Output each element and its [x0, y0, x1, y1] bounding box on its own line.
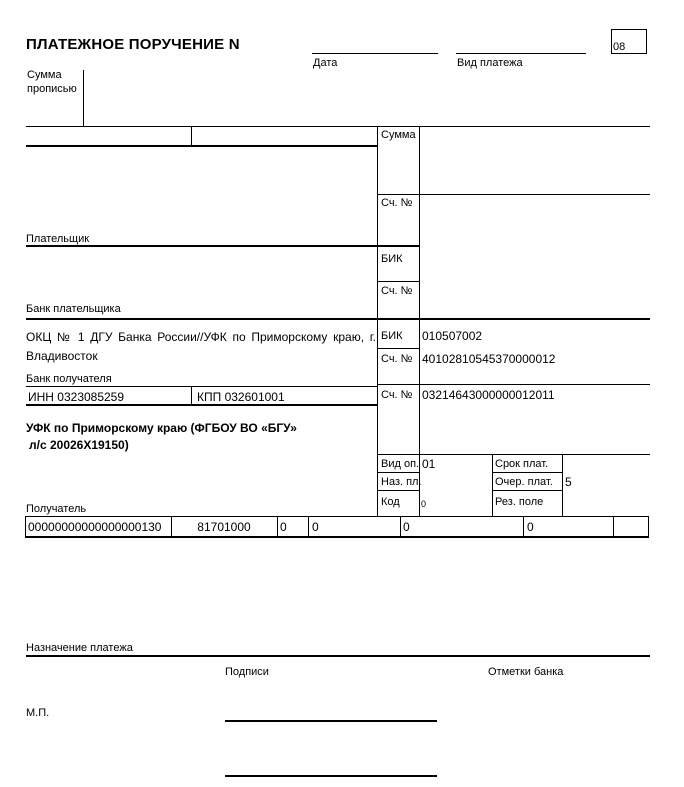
- payee-inn-kpp-divider: [191, 386, 192, 405]
- payment-priority-value: 5: [565, 475, 572, 489]
- payment-kind-underline: [456, 53, 586, 54]
- oktmo-cell: 81701000: [197, 520, 251, 534]
- payer-bank-underline: [26, 318, 650, 320]
- codes-v3: [308, 516, 309, 536]
- payer-bank-bik-label: БИК: [381, 253, 403, 265]
- op-sep-2a: [377, 490, 420, 491]
- amount-words-label-1: Сумма: [27, 69, 62, 81]
- amount-words-divider: [83, 70, 84, 126]
- codes-v2: [277, 516, 278, 536]
- op-kind-label: Вид оп.: [381, 458, 420, 470]
- op-block-vertical-2: [562, 454, 563, 517]
- payee-bank-label-divider: [377, 348, 420, 349]
- kbk-cell: 00000000000000000130: [28, 520, 162, 534]
- codes-v4: [400, 516, 401, 536]
- stamp-label: М.П.: [26, 707, 50, 719]
- payee-bank-underline: [26, 386, 377, 387]
- payer-bank-label: Банк плательщика: [26, 303, 121, 315]
- grid-top-line: [26, 126, 650, 127]
- amount-row-underline: [377, 194, 650, 195]
- payment-priority-label: Очер. плат.: [495, 476, 553, 488]
- op-kind-value: 01: [422, 457, 436, 471]
- payment-term-label: Срок плат.: [495, 458, 549, 470]
- date-underline: [312, 53, 438, 54]
- payee-account-value: 03214643000000012011: [422, 388, 555, 402]
- op-sep-2b: [492, 490, 563, 491]
- payee-account-label: Сч. №: [381, 389, 413, 401]
- op-block-vertical-1: [492, 454, 493, 517]
- payee-name-line2: л/с 20026Х19150): [29, 438, 129, 452]
- codes-v0: [25, 516, 26, 536]
- doc-number-cell: 0: [403, 520, 410, 534]
- amount-words-label-2: прописью: [27, 83, 77, 95]
- payment-purpose-underline: [26, 655, 650, 657]
- payee-label: Получатель: [26, 503, 87, 515]
- amount-label: Сумма: [381, 129, 416, 141]
- basis-cell: 0: [280, 520, 287, 534]
- payer-underline: [26, 245, 420, 247]
- payment-purpose-label: Назначение платежа: [26, 642, 133, 654]
- payee-bank-label: Банк получателя: [26, 373, 112, 385]
- date-label: Дата: [313, 57, 338, 69]
- op-block-topline: [377, 454, 650, 455]
- bank-marks-label: Отметки банка: [488, 666, 564, 678]
- tax-period-cell: 0: [312, 520, 319, 534]
- payee-bank-account-value: 40102810545370000012: [422, 352, 556, 366]
- form-code-box: [611, 29, 647, 54]
- op-sep-1a: [377, 472, 420, 473]
- codes-row-topline: [25, 516, 649, 517]
- codes-v6: [613, 516, 614, 536]
- payer-bank-label-divider: [377, 281, 420, 282]
- code-label: Код: [381, 496, 400, 508]
- main-vertical-left: [377, 126, 378, 517]
- form-title: ПЛАТЕЖНОЕ ПОРУЧЕНИЕ N: [26, 36, 240, 53]
- payment-kind-label: Вид платежа: [457, 57, 523, 69]
- signature-line-2: [225, 775, 437, 777]
- payee-bank-bik-value: 010507002: [422, 329, 483, 343]
- codes-v7: [648, 516, 649, 536]
- payer-label: Плательщик: [26, 233, 90, 245]
- main-vertical-label-col: [419, 126, 420, 517]
- payee-account-row-topline: [377, 384, 650, 385]
- payee-bank-name: [26, 328, 376, 366]
- payer-inn-kpp-underline: [26, 145, 377, 147]
- payer-inn-kpp-divider: [191, 126, 192, 146]
- purpose-code-label: Наз. пл.: [381, 476, 422, 488]
- payer-account-label: Сч. №: [381, 197, 413, 209]
- payee-inn: ИНН 0323085259: [28, 390, 125, 404]
- codes-row-bottomline: [25, 536, 649, 538]
- form-code: 08: [613, 41, 626, 53]
- payee-bank-account-label: Сч. №: [381, 353, 413, 365]
- payee-kpp: КПП 032601001: [197, 390, 285, 404]
- payee-bank-bik-label: БИК: [381, 330, 403, 342]
- op-sep-1b: [492, 472, 563, 473]
- payee-name: [26, 420, 376, 454]
- payee-bank-name-line2: Владивосток: [26, 349, 98, 363]
- signature-line-1: [225, 720, 437, 722]
- payee-inn-kpp-underline: [26, 404, 377, 406]
- code-value: 0: [421, 499, 427, 509]
- payee-bank-name-line1: ОКЦ № 1 ДГУ Банка России//УФК по Приморскому краю, г.: [26, 330, 376, 344]
- reserve-field-label: Рез. поле: [495, 496, 544, 508]
- codes-v5: [523, 516, 524, 536]
- signatures-label: Подписи: [225, 666, 269, 678]
- payer-bank-account-label: Сч. №: [381, 285, 413, 297]
- payee-name-line1: УФК по Приморскому краю (ФГБОУ ВО «БГУ»: [26, 421, 297, 435]
- doc-date-cell: 0: [527, 520, 534, 534]
